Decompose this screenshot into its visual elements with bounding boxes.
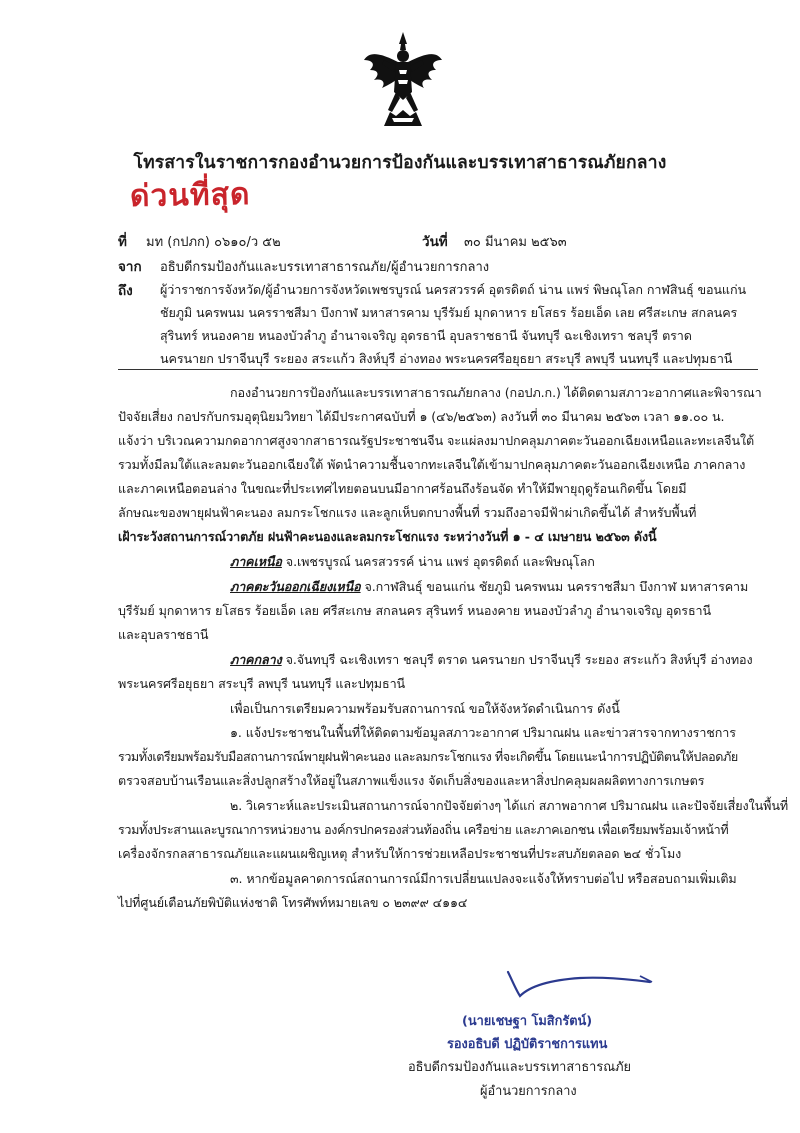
body-line: พระนครศรีอยุธยา สระบุรี ลพบุรี นนทบุรี และปทุมธานี: [118, 676, 406, 691]
body-line: รวมทั้งประสานและบูรณาการหน่วยงาน องค์กรปกครองส่วนท้องถิ่น เครือข่าย และภาคเอกชน เพื่อเตรียมพร้อมเจ้าหน้าที่: [118, 822, 729, 837]
body-line: ตรวจสอบบ้านเรือนและสิ่งปลูกสร้างให้อยู่ในสภาพแข็งแรง จัดเก็บสิ่งของและหาสิ่งปกคลุมผลผลิตทางการเกษตร: [118, 773, 705, 788]
body-line: รวมทั้งมีลมใต้และลมตะวันออกเฉียงใต้ พัดนำความชื้นจากทะเลจีนใต้เข้ามาปกคลุมภาคตะวันออกเฉียงเหนือ ภาคกลาง: [118, 457, 746, 472]
body-line: และภาคเหนือตอนล่าง ในขณะที่ประเทศไทยตอนบนมีอากาศร้อนถึงร้อนจัด ทำให้มีพายุฤดูร้อนเกิดขึ้น โดยมี: [118, 481, 687, 496]
date-label: วันที่: [422, 234, 448, 250]
from-label: จาก: [118, 259, 142, 275]
body-line: ไปที่ศูนย์เตือนภัยพิบัติแห่งชาติ โทรศัพท์หมายเลข ๐ ๒๓๙๙ ๔๑๑๔: [118, 895, 468, 910]
region-ne-label: ภาคตะวันออกเฉียงเหนือ: [230, 579, 361, 594]
body-line: ๑. แจ้งประชาชนในพื้นที่ให้ติดตามข้อมูลสภาวะอากาศ ปริมาณฝน และข่าวสารจากทางราชการ: [230, 725, 736, 740]
body-line: ๓. หากข้อมูลคาดการณ์สถานการณ์มีการเปลี่ยนแปลงจะแจ้งให้ทราบต่อไป หรือสอบถามเพิ่มเติม: [230, 871, 737, 886]
body-line: ลักษณะของพายุฝนฟ้าคะนอง ลมกระโชกแรง และลูกเห็บตกบางพื้นที่ รวมถึงอาจมีฟ้าผ่าเกิดขึ้นได้ สำหรับพื้นที่: [118, 505, 697, 520]
body-line: และอุบลราชธานี: [118, 627, 209, 642]
region-ne-text: จ.กาฬสินธุ์ ขอนแก่น ชัยภูมิ นครพนม นครราชสีมา บึงกาฬ มหาสารคาม: [364, 579, 749, 594]
body-line: กองอำนวยการป้องกันและบรรเทาสาธารณภัยกลาง (กอปภ.ก.) ได้ติดตามสภาวะอากาศและพิจารณา: [230, 385, 762, 400]
signer-name: (นายเชษฐา โมสิกรัตน์): [462, 1014, 593, 1029]
garuda-emblem-icon: [362, 30, 444, 130]
body-line: บุรีรัมย์ มุกดาหาร ยโสธร ร้อยเอ็ด เลย ศรีสะเกษ สกลนคร สุรินทร์ หนองคาย หนองบัวลำภู อำนาจเจริญ อุดรธานี: [118, 603, 712, 618]
body-line: เครื่องจักรกลสาธารณภัยและแผนเผชิญเหตุ สำหรับให้การช่วยเหลือประชาชนที่ประสบภัยตลอด ๒๔ ชั่วโมง: [118, 846, 682, 861]
region-ne: [230, 577, 748, 597]
doc-number-label: ที่: [118, 234, 127, 250]
to-line: ชัยภูมิ นครพนม นครราชสีมา บึงกาฬ มหาสารคาม บุรีรัมย์ มุกดาหาร ยโสธร ร้อยเอ็ด เลย ศรีสะเกษ สกลนคร: [160, 305, 738, 320]
body-line: ปัจจัยเสี่ยง กอปรกับกรมอุตุนิยมวิทยา ได้มีประกาศฉบับที่ ๑ (๔๖/๒๕๖๓) ลงวันที่ ๓๐ มีนาคม ๒๕๖๓ เวลา ๑๑.๐๐ น.: [118, 409, 725, 424]
divider: [118, 369, 758, 370]
region-north-label: ภาคเหนือ: [230, 554, 282, 569]
signer-title: ผู้อำนวยการกลาง: [480, 1084, 577, 1099]
page-title: โทรสารในราชการกองอำนวยการป้องกันและบรรเทาสาธารณภัยกลาง: [133, 153, 667, 173]
region-central-text: จ.จันทบุรี ฉะเชิงเทรา ชลบุรี ตราด นครนายก ปราจีนบุรี ระยอง สระแก้ว สิงห์บุรี อ่างทอง: [285, 652, 753, 667]
region-central: [230, 650, 753, 670]
doc-number: มท (กปภก) ๐๖๑๐/ว ๕๒: [146, 235, 281, 250]
date-value: ๓๐ มีนาคม ๒๕๖๓: [464, 235, 567, 250]
body-line: ๒. วิเคราะห์และประเมินสถานการณ์จากปัจจัยต่างๆ ได้แก่ สภาพอากาศ ปริมาณฝน และปัจจัยเสี่ยงในพื้นที่: [230, 798, 789, 813]
from-value: อธิบดีกรมป้องกันและบรรเทาสาธารณภัย/ผู้อำนวยการกลาง: [160, 260, 490, 275]
to-line: สุรินทร์ หนองคาย หนองบัวลำภู อำนาจเจริญ อุดรธานี อุบลราชธานี จันทบุรี ฉะเชิงเทรา ชลบุรี ตราด: [160, 328, 692, 343]
handwritten-signature: [490, 962, 660, 1004]
region-north-text: จ.เพชรบูรณ์ นครสวรรค์ น่าน แพร่ อุตรดิตถ์ และพิษณุโลก: [285, 554, 595, 569]
signer-org: อธิบดีกรมป้องกันและบรรเทาสาธารณภัย: [408, 1060, 632, 1075]
body-line: เพื่อเป็นการเตรียมความพร้อมรับสถานการณ์ ขอให้จังหวัดดำเนินการ ดังนี้: [230, 701, 620, 716]
body-line: แจ้งว่า บริเวณความกดอากาศสูงจากสาธารณรัฐประชาชนจีน จะแผ่ลงมาปกคลุมภาคตะวันออกเฉียงเหนือและทะเลจีนใต้: [118, 433, 755, 448]
to-label: ถึง: [118, 283, 133, 299]
to-line: ผู้ว่าราชการจังหวัด/ผู้อำนวยการจังหวัดเพชรบูรณ์ นครสวรรค์ อุตรดิตถ์ น่าน แพร่ พิษณุโลก กาฬสินธุ์ ขอนแก่น: [160, 282, 746, 297]
signer-position: รองอธิบดี ปฏิบัติราชการแทน: [447, 1037, 608, 1052]
body-line: รวมทั้งเตรียมพร้อมรับมือสถานการณ์พายุฝนฟ้าคะนอง และลมกระโชกแรง ที่จะเกิดขึ้น โดยแนะนำการปฏิบัติตนให้ปลอดภัย: [118, 749, 738, 764]
urgent-stamp: ด่วนที่สุด: [129, 176, 251, 215]
region-central-label: ภาคกลาง: [230, 652, 282, 667]
to-line: นครนายก ปราจีนบุรี ระยอง สระแก้ว สิงห์บุรี อ่างทอง พระนครศรีอยุธยา สระบุรี ลพบุรี นนทบุรี และปทุมธานี: [160, 351, 733, 366]
region-north: [230, 552, 595, 572]
body-line: เฝ้าระวังสถานการณ์วาตภัย ฝนฟ้าคะนองและลมกระโชกแรง ระหว่างวันที่ ๑ - ๔ เมษายน ๒๕๖๓ ดังนี้: [118, 529, 657, 544]
